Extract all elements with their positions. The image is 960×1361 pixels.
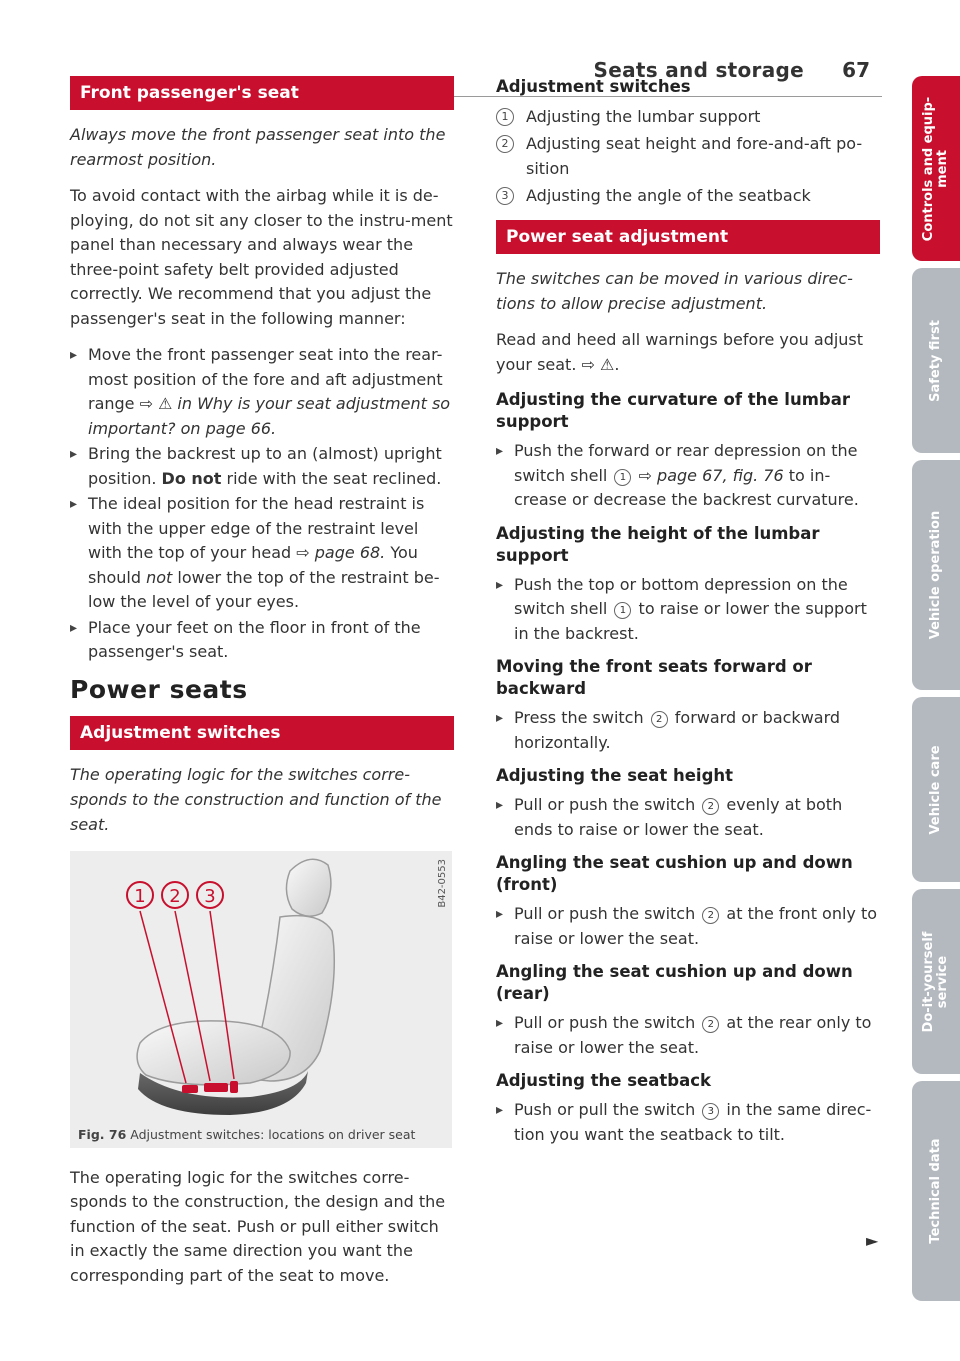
tab-label: Technical data <box>928 1138 943 1244</box>
page-number: 67 <box>842 58 870 82</box>
power-seats-intro: The operating logic for the switches corre-sponds to the construction and function of the seat. <box>70 764 442 834</box>
tab-controls-and-equipment[interactable] <box>912 76 960 261</box>
cushion-rear-steps <box>496 1011 880 1060</box>
figure-caption <box>70 1123 452 1148</box>
section-heading-front-passenger: Front passenger's seat <box>70 76 454 110</box>
cushion-rear-heading: Angling the seat cushion up and down (rear) <box>496 962 853 1003</box>
fore-aft-steps <box>496 706 880 755</box>
cushion-front-heading: Angling the seat cushion up and down (front) <box>496 853 853 894</box>
step-item <box>496 573 880 647</box>
tab-do-it-yourself-service[interactable] <box>912 889 960 1074</box>
step-text: ride with the seat reclined. <box>221 468 442 488</box>
seatback-steps <box>496 1098 880 1147</box>
cushion-front-steps <box>496 902 880 951</box>
callout-number: 3 <box>496 187 514 205</box>
header-title: Seats and storage <box>593 58 804 82</box>
step-text: at the rear only to raise or lower the seat. <box>514 1013 872 1057</box>
step-text: Move the front passenger seat into the rear-most position of the fore and aft adjustment range <box>88 345 443 413</box>
tab-safety-first[interactable] <box>912 268 960 453</box>
step-item <box>496 902 880 951</box>
callout-item <box>496 183 880 208</box>
seat-height-steps <box>496 793 880 842</box>
inline-callout-number: 2 <box>702 907 719 924</box>
power-seats-paragraph: The operating logic for the switches corre-sponds to the construction, the design and the function of the seat. Push or pull either switch in exactly the same direction you want the corresponding part of the seat to move. <box>70 1167 446 1285</box>
section-heading-adjustment-switches: Adjustment switches <box>70 716 454 750</box>
callout-number: 1 <box>496 108 514 126</box>
step-item <box>496 793 880 842</box>
figure-label: 1 <box>134 885 146 907</box>
step-text: to in-crease or decrease the backrest curvature. <box>514 465 859 509</box>
lumbar-curvature-heading: Adjusting the curvature of the lumbar support <box>496 390 850 431</box>
tab-label: Do-it-yourself service <box>921 931 950 1032</box>
step-item <box>496 439 880 513</box>
inline-callout-number: 2 <box>702 1016 719 1033</box>
step-text: Pull or push the switch <box>514 904 701 923</box>
callout-text: Adjusting the angle of the seatback <box>526 186 811 205</box>
step-item <box>70 492 454 615</box>
step-text: lower the top of the restraint be-low the level of your eyes. <box>88 567 440 611</box>
emphasis-text: Do not <box>161 468 222 488</box>
step-text: The ideal position for the head restraint is with the upper edge of the restraint level with the top of your head <box>88 494 425 562</box>
tab-label: Controls and equip- ment <box>921 96 950 241</box>
power-adjust-intro: The switches can be moved in various direc-tions to allow precise adjustment. <box>496 269 853 313</box>
lumbar-curvature-steps <box>496 439 880 513</box>
step-item <box>496 1011 880 1060</box>
callout-item <box>496 104 880 129</box>
figure-label: 3 <box>204 885 216 907</box>
tab-technical-data[interactable] <box>912 1081 960 1301</box>
tab-label: Vehicle operation <box>928 510 943 640</box>
inline-callout-number: 1 <box>614 602 631 619</box>
lumbar-height-steps <box>496 573 880 647</box>
front-passenger-intro: Always move the front passenger seat into the rearmost position. <box>70 125 446 169</box>
tab-vehicle-care[interactable] <box>912 697 960 882</box>
step-text: Push the forward or rear depression on the switch shell <box>514 441 858 485</box>
continue-arrow-icon: ► <box>866 1231 879 1250</box>
seatback-heading: Adjusting the seatback <box>496 1071 711 1090</box>
chapter-heading-power-seats: Power seats <box>70 674 248 704</box>
step-text: Pull or push the switch <box>514 795 701 814</box>
seat-illustration-icon <box>70 851 452 1123</box>
left-column <box>70 76 454 1300</box>
figure-label: 2 <box>169 885 181 907</box>
step-text: Pull or push the switch <box>514 1013 701 1032</box>
step-item <box>70 616 454 665</box>
callout-text: Adjusting seat height and fore-and-aft po-sition <box>526 134 863 178</box>
caption-text: Adjustment switches: locations on driver seat <box>130 1126 416 1142</box>
step-item <box>496 1098 880 1147</box>
step-text: Place your feet on the floor in front of the passenger's seat. <box>88 617 421 661</box>
tab-vehicle-operation[interactable] <box>912 460 960 690</box>
step-text: You should <box>88 543 418 587</box>
page-reference-link[interactable]: ⇨ page 68. <box>296 543 386 562</box>
step-item <box>70 343 454 441</box>
section-heading-power-seat-adjustment: Power seat adjustment <box>496 220 880 254</box>
inline-callout-number: 1 <box>614 469 631 486</box>
step-item <box>70 442 454 491</box>
tab-label: Vehicle care <box>928 744 943 835</box>
step-text: evenly at both ends to raise or lower the seat. <box>514 795 843 839</box>
step-item <box>496 706 880 755</box>
callout-text: Adjusting the lumbar support <box>526 107 761 126</box>
step-text: Push or pull the switch <box>514 1100 701 1119</box>
adjustment-switches-heading: Adjustment switches <box>496 77 691 96</box>
page-reference-link[interactable]: ⇨ page 67, fig. 76 <box>633 465 784 485</box>
inline-callout-number: 2 <box>651 711 668 728</box>
seat-figure <box>70 851 452 1123</box>
seat-height-heading: Adjusting the seat height <box>496 766 734 785</box>
tab-label: Safety first <box>928 319 943 402</box>
right-column <box>496 76 880 1157</box>
step-text: at the front only to raise or lower the seat. <box>514 904 878 948</box>
caption-label: Fig. 76 <box>78 1126 127 1142</box>
step-text: to raise or lower the support in the backrest. <box>514 599 867 643</box>
front-passenger-paragraph: To avoid contact with the airbag while it is de-ploying, do not sit any closer to the instru-ment panel than necessary and always wear the three-point safety belt provided adjusted correctly. We recommend that you adjust the passenger's seat in the following manner: <box>70 186 453 328</box>
fore-aft-heading: Moving the front seats forward or backward <box>496 657 812 698</box>
step-text: Push the top or bottom depression on the switch shell <box>514 574 848 618</box>
step-text: forward or backward horizontally. <box>514 708 841 752</box>
callout-number: 2 <box>496 135 514 153</box>
step-text: in the same direc-tion you want the seatback to tilt. <box>514 1100 872 1144</box>
callout-item <box>496 131 880 181</box>
step-text: Bring the backrest up to an (almost) upright position. <box>88 444 442 488</box>
emphasis-text: not <box>146 567 173 587</box>
figure-code: B42-0553 <box>437 858 448 908</box>
front-passenger-steps <box>70 343 454 665</box>
inline-callout-number: 2 <box>702 798 719 815</box>
step-text: Press the switch <box>514 708 649 727</box>
page-reference-link[interactable]: ⇨ ⚠ in Why is your seat adjustment so important? on page 66. <box>88 394 451 438</box>
lumbar-height-heading: Adjusting the height of the lumbar support <box>496 523 820 565</box>
power-adjust-paragraph: Read and heed all warnings before you adjust your seat. ⇨ ⚠. <box>496 330 864 374</box>
inline-callout-number: 3 <box>702 1103 719 1120</box>
adjustment-switches-list <box>496 104 880 208</box>
